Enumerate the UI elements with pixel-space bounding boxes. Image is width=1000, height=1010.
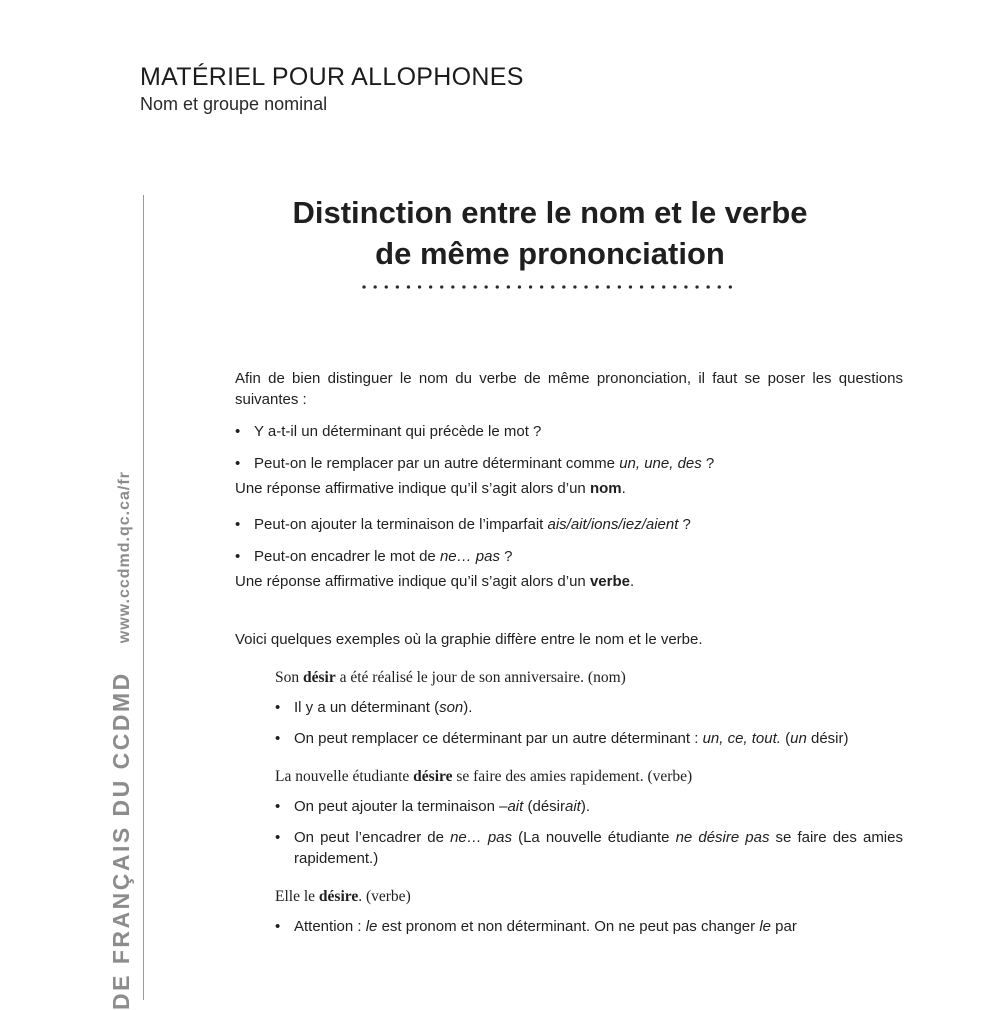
noun-question-list bbox=[235, 421, 903, 474]
page-title-line2: de même prononciation bbox=[375, 236, 725, 271]
list-item: • Attention : le est pronom et non déterminant. On ne peut pas changer le par bbox=[275, 916, 903, 937]
example-bullets bbox=[275, 916, 903, 937]
example-bullets bbox=[275, 697, 903, 749]
side-banner bbox=[108, 450, 135, 1010]
series-title: MATÉRIEL POUR ALLOPHONES bbox=[140, 63, 524, 91]
side-banner-brand: DE FRANÇAIS DU CCDMD bbox=[108, 671, 134, 1010]
list-item: • Y a-t-il un déterminant qui précède le mot ? bbox=[235, 421, 903, 442]
series-subtitle: Nom et groupe nominal bbox=[140, 94, 328, 114]
page-title bbox=[200, 192, 900, 274]
list-item: • Peut-on le remplacer par un autre déterminant comme un, une, des ? bbox=[235, 453, 903, 474]
margin-rule bbox=[143, 195, 144, 1000]
example-sentence: La nouvelle étudiante désire se faire des amies rapidement. (verbe) bbox=[275, 768, 693, 785]
list-item: • On peut l’encadrer de ne… pas (La nouvelle étudiante ne désire pas se faire des amies rapidement.) bbox=[275, 827, 903, 869]
examples-intro: Voici quelques exemples où la graphie diffère entre le nom et le verbe. bbox=[235, 631, 703, 648]
list-item: • On peut remplacer ce déterminant par un autre déterminant : un, ce, tout. (un désir) bbox=[275, 728, 903, 749]
example-sentence: Elle le désire. (verbe) bbox=[275, 888, 411, 905]
document-header bbox=[140, 62, 524, 116]
main-content bbox=[235, 368, 903, 937]
page-title-line1: Distinction entre le nom et le verbe bbox=[292, 195, 808, 230]
intro-paragraph: Afin de bien distinguer le nom du verbe de même prononciation, il faut se poser les questions suivantes : bbox=[235, 370, 903, 408]
list-item: • Peut-on ajouter la terminaison de l’imparfait ais/ait/ions/iez/aient ? bbox=[235, 514, 903, 535]
title-dotted-rule bbox=[362, 284, 742, 290]
example-bullets bbox=[275, 796, 903, 869]
example-sentence: Son désir a été réalisé le jour de son anniversaire. (nom) bbox=[275, 669, 626, 686]
example-block bbox=[275, 766, 903, 869]
verb-conclusion: Une réponse affirmative indique qu’il s’agit alors d’un verbe. bbox=[235, 573, 635, 590]
list-item: • Peut-on encadrer le mot de ne… pas ? bbox=[235, 546, 903, 567]
list-item: • Il y a un déterminant (son). bbox=[275, 697, 903, 718]
side-banner-url: www.ccdmd.qc.ca/fr bbox=[116, 471, 133, 644]
example-block bbox=[275, 667, 903, 749]
example-block bbox=[275, 886, 903, 937]
verb-question-list bbox=[235, 514, 903, 567]
noun-conclusion: Une réponse affirmative indique qu’il s’agit alors d’un nom. bbox=[235, 480, 626, 497]
list-item: • On peut ajouter la terminaison –ait (désirait). bbox=[275, 796, 903, 817]
